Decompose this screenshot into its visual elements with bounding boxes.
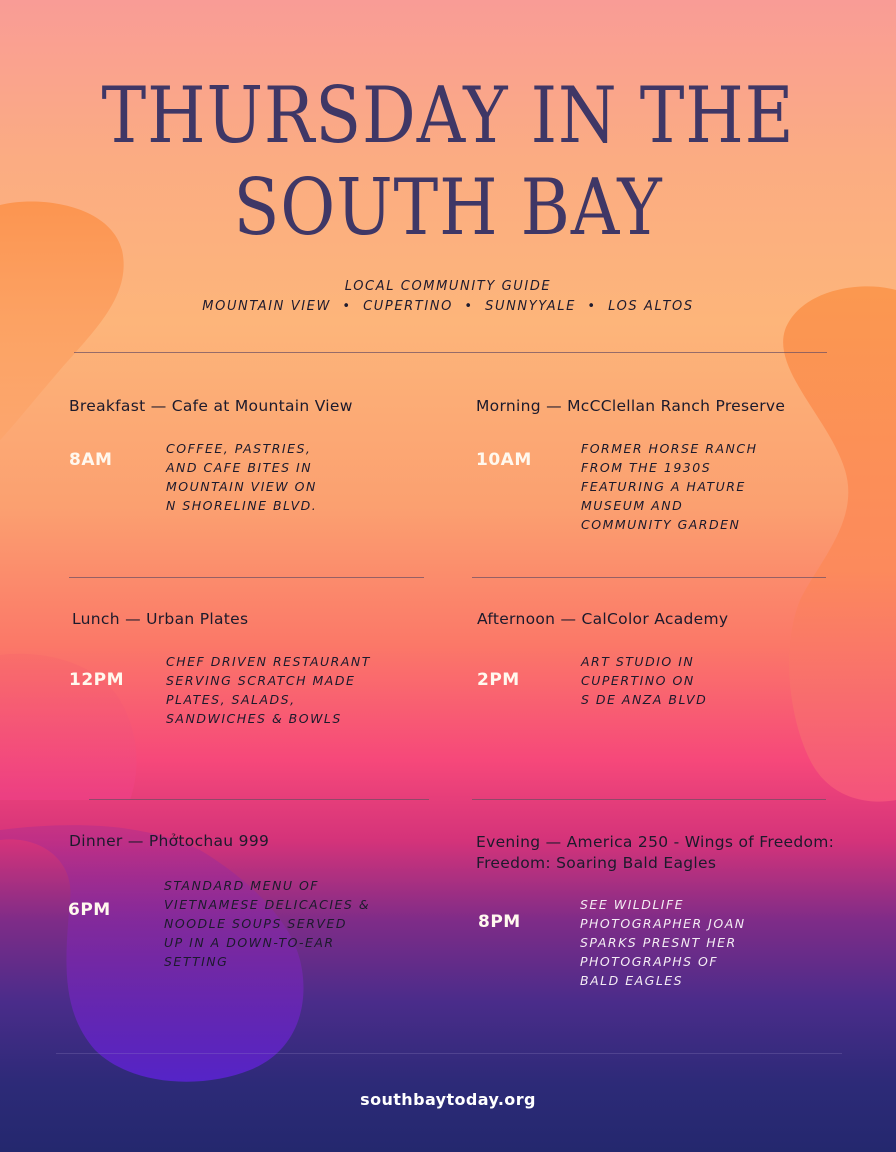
event-title: Dinner — Phởtochau 999: [69, 832, 270, 850]
event-title: Evening — America 250 - Wings of Freedom: Freedom: Soaring Bald Eagles: [476, 833, 835, 872]
divider-right-2: [472, 799, 826, 800]
event-title: Morning — McCClellan Ranch Preserve: [476, 397, 786, 415]
title-line-2: SOUTH BAY: [233, 163, 663, 253]
divider-top: [74, 352, 827, 353]
event-description: SEE WILDLIFE PHOTOGRAPHER JOAN SPARKS PRESNT HER PHOTOGRAPHS OF BALD EAGLES: [580, 897, 746, 988]
divider-left-1: [69, 577, 424, 578]
event-description: ART STUDIO IN CUPERTINO ON S DE ANZA BLVD: [581, 654, 708, 707]
event-title: Breakfast — Cafe at Mountain View: [69, 397, 353, 415]
divider-right-1: [472, 577, 826, 578]
divider-left-2: [89, 799, 429, 800]
event-description: CHEF DRIVEN RESTAURANT SERVING SCRATCH MADE PLATES, SALADS, SANDWICHES & BOWLS: [166, 654, 371, 726]
event-title: Afternoon — CalColor Academy: [477, 610, 729, 628]
website-link[interactable]: southbaytoday.org: [360, 1090, 536, 1109]
divider-bottom: [56, 1053, 842, 1054]
event-description: FORMER HORSE RANCH FROM THE 1930S FEATURING A HATURE MUSEUM AND COMMUNITY GARDEN: [581, 441, 758, 532]
event-time: 12PM: [69, 670, 125, 690]
event-time: 2PM: [477, 670, 520, 690]
towns-list: MOUNTAIN VIEW • CUPERTINO • SUNNYYALE • LOS ALTOS: [202, 299, 694, 314]
event-time: 8PM: [478, 912, 521, 932]
event-time: 10AM: [476, 450, 532, 470]
event-description: STANDARD MENU OF VIETNAMESE DELICACIES & NOODLE SOUPS SERVED UP IN A DOWN-TO-EAR SETTING: [164, 878, 371, 969]
title-line-1: THURSDAY IN THE: [101, 71, 795, 161]
page-title: [63, 70, 834, 254]
guide-subtitle: LOCAL COMMUNITY GUIDE: [344, 279, 552, 294]
event-description: COFFEE, PASTRIES, AND CAFE BITES IN MOUNTAIN VIEW ON N SHORELINE BLVD.: [166, 441, 318, 513]
event-time: 8AM: [69, 450, 113, 470]
event-title: Lunch — Urban Plates: [72, 610, 249, 628]
event-time: 6PM: [68, 900, 111, 920]
